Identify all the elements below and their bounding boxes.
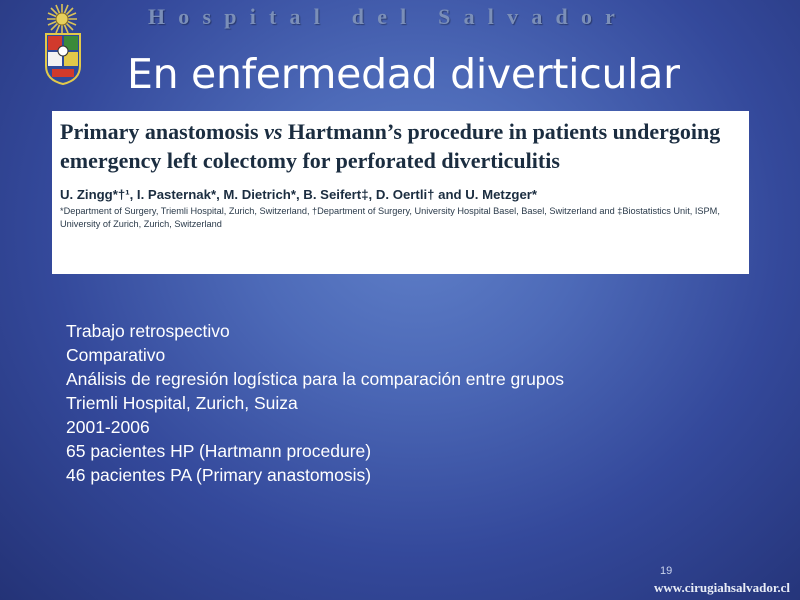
paper-title-part-1: Primary anastomosis [60,119,265,144]
paper-authors: U. Zingg*†¹, I. Pasternak*, M. Dietrich*, B. Seifert‡, D. Oertli† and U. Metzger* [60,187,538,202]
list-item: 2001-2006 [66,417,150,437]
list-item: Triemli Hospital, Zurich, Suiza [66,393,298,413]
list-item: Trabajo retrospectivo [66,321,230,341]
university-shield-icon [44,32,82,86]
paper-title-part-2: Hartmann’s procedure in patients undergoing emergency left colectomy for perforated diverticulitis [60,119,721,173]
page-number: 19 [660,565,673,577]
list-item: Análisis de regresión logística para la comparación entre grupos [66,369,565,389]
list-item: 46 pacientes PA (Primary anastomosis) [66,465,372,485]
paper-title-vs: vs [264,119,283,144]
paper-affiliations: *Department of Surgery, Triemli Hospital, Zurich, Switzerland, †Department of Surgery, University Hospital Basel, Basel, Switzerland and ‡Biostatistics Unit, ISPM, University of Zurich, Zurich, Switzerland [60,206,720,229]
footer-website-link[interactable]: www.cirugiahsalvador.cl [654,580,791,595]
paper-title [60,117,741,175]
list-item: 65 pacientes HP (Hartmann procedure) [66,441,372,461]
paper-excerpt [52,111,749,274]
hospital-name-header: Hospital del Salvador [148,4,629,29]
list-item: Comparativo [66,345,166,365]
study-details-list [66,319,564,487]
slide-title: En enfermedad diverticular [127,50,680,98]
sun-emblem-icon [46,3,78,35]
